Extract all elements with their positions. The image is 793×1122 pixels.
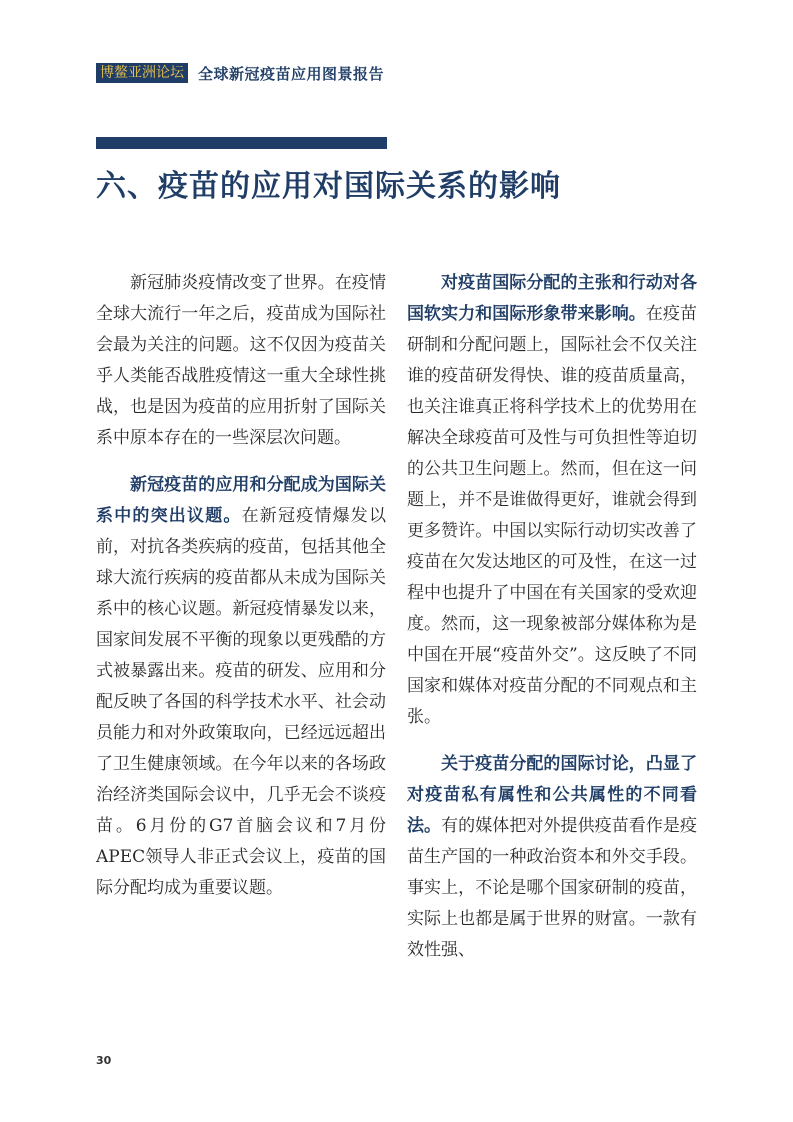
paragraph [407,268,697,733]
running-header [96,62,384,84]
right-column [407,268,697,982]
section-accent-bar [96,137,387,149]
paragraph-text: 新冠肺炎疫情改变了世界。在疫情全球大流行一年之后，疫苗成为国际社会最为关注的问题。这不仅因为疫苗关乎人类能否战胜疫情这一重大全球性挑战，也是因为疫苗的应用折射了国际关系中原本存在的一些深层次问题。 [96,273,386,448]
paragraph [96,268,386,454]
paragraph-text: 在疫苗研制和分配问题上，国际社会不仅关注谁的疫苗研发得快、谁的疫苗质量高，也关注谁真正将科学技术上的优势用在解决全球疫苗可及性与可负担性等迫切的公共卫生问题上。然而，但在这一问题上，并不是谁做得更好，谁就会得到更多赞许。中国以实际行动切实改善了疫苗在欠发达地区的可及性，在这一过程中也提升了中国在有关国家的受欢迎度。然而，这一现象被部分媒体称为是中国在开展“疫苗外交”。这反映了不同国家和媒体对疫苗分配的不同观点和主张。 [407,304,697,727]
paragraph-text: 在新冠疫情爆发以前，对抗各类疾病的疫苗，包括其他全球大流行疾病的疫苗都从未成为国际关系中的核心议题。新冠疫情暴发以来，国家间发展不平衡的现象以更残酷的方式被暴露出来。疫苗的研发、应用和分配反映了各国的科学技术水平、社会动员能力和对外政策取向，已经远远超出了卫生健康领域。在今年以来的各场政治经济类国际会议中，几乎无会不谈疫苗。6月份的G7首脑会议和7月份APEC领导人非正式会议上，疫苗的国际分配均成为重要议题。 [96,506,387,898]
paragraph-lead: 对疫苗国际分配的主张和行动对各国软实力和国际形象带来影响。 [407,273,697,324]
report-title: 全球新冠疫苗应用图景报告 [198,64,385,83]
paragraph-lead: 关于疫苗分配的国际讨论，凸显了对疫苗私有属性和公共属性的不同看法。 [407,754,697,836]
page-number: 30 [96,1054,112,1067]
paragraph-text: 有的媒体把对外提供疫苗看作是疫苗生产国的一种政治资本和外交手段。事实上，不论是哪个国家研制的疫苗，实际上也都是属于世界的财富。一款有效性强、 [407,816,697,960]
left-column [96,268,386,920]
section-title: 六、疫苗的应用对国际关系的影响 [96,169,561,204]
paragraph [407,749,697,966]
forum-badge: 博鳌亚洲论坛 [96,63,188,83]
paragraph-lead: 新冠疫苗的应用和分配成为国际关系中的突出议题。 [96,475,386,526]
paragraph [96,470,386,904]
